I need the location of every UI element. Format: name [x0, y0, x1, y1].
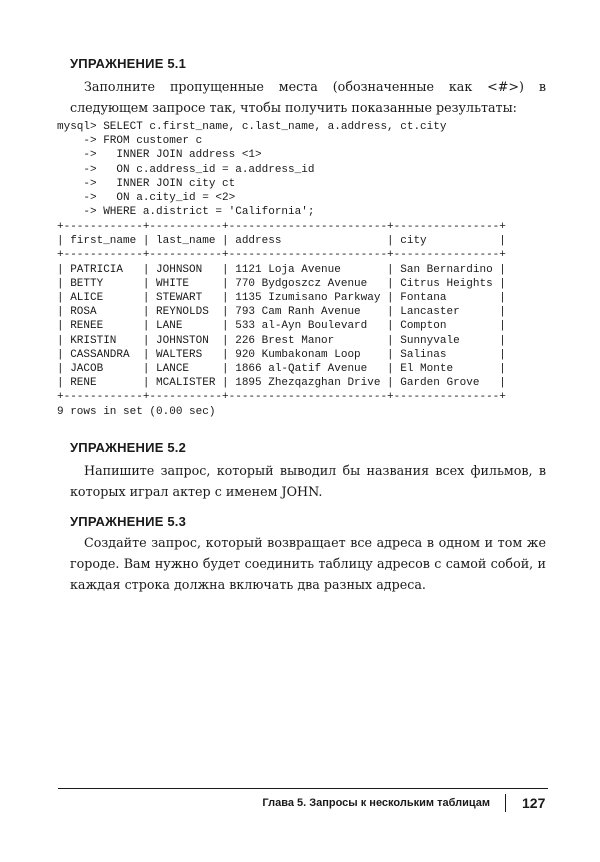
exercise-5-3-text — [70, 532, 546, 595]
table-header: | first_name | last_name | address | city | — [57, 235, 506, 248]
table-row: | KRISTIN | JOHNSTON | 226 Brest Manor | Sunnyvale | — [57, 334, 506, 347]
exercise-5-3-text-content: Создайте запрос, который возвращает все адреса в одном и том же городе. Вам нужно будет соединить таблицу адресов с самой собой, и каждая строка должна включать два разных адреса. — [70, 535, 546, 592]
table-row: | ALICE | STEWART | 1135 Izumisano Parkway | Fontana | — [57, 292, 506, 305]
table-row: | BETTY | WHITE | 770 Bydgoszcz Avenue | Citrus Heights | — [57, 277, 506, 290]
page-number: 127 — [522, 795, 546, 811]
footer-rule — [58, 788, 548, 789]
query-line: -> FROM customer c — [57, 135, 203, 148]
table-row: | PATRICIA | JOHNSON | 1121 Loja Avenue | San Bernardino | — [57, 263, 506, 276]
exercise-5-1-text — [70, 76, 546, 118]
exercise-5-1-heading: УПРАЖНЕНИЕ 5.1 — [70, 56, 187, 71]
table-row: | JACOB | LANCE | 1866 al-Qatif Avenue | El Monte | — [57, 363, 506, 376]
exercise-5-2-text-content: Напишите запрос, который выводил бы названия всех фильмов, в которых играл актер с именем JOHN. — [70, 463, 546, 499]
query-line: -> ON c.address_id = a.address_id — [57, 163, 315, 176]
query-line: -> ON a.city_id = <2> — [57, 192, 236, 205]
sql-query-block — [57, 120, 446, 219]
exercise-5-2-text — [70, 460, 546, 502]
table-row: | ROSA | REYNOLDS | 793 Cam Ranh Avenue | Lancaster | — [57, 306, 506, 319]
table-border: +------------+-----------+------------------------+----------------+ — [57, 249, 506, 262]
table-border: +------------+-----------+------------------------+----------------+ — [57, 221, 506, 233]
table-border: +------------+-----------+------------------------+----------------+ — [57, 391, 506, 404]
query-line: -> INNER JOIN city ct — [57, 177, 236, 190]
result-table — [57, 220, 506, 419]
exercise-5-2-heading: УПРАЖНЕНИЕ 5.2 — [70, 440, 187, 455]
query-line: mysql> SELECT c.first_name, c.last_name, a.address, ct.city — [57, 121, 447, 133]
query-line: -> WHERE a.district = 'California'; — [57, 206, 315, 219]
exercise-5-3-heading: УПРАЖНЕНИЕ 5.3 — [70, 514, 187, 529]
footer-chapter-title: Глава 5. Запросы к нескольким таблицам — [262, 797, 490, 809]
table-row: | CASSANDRA | WALTERS | 920 Kumbakonam Loop | Salinas | — [57, 348, 506, 361]
exercise-5-1-text-content: Заполните пропущенные места (обозначенные как <#>) в следующем запросе так, чтобы получить показанные результаты: — [70, 79, 546, 115]
footer-separator — [505, 794, 506, 812]
table-row: | RENE | MCALISTER | 1895 Zhezqazghan Drive | Garden Grove | — [57, 377, 506, 390]
table-row: | RENEE | LANE | 533 al-Ayn Boulevard | Compton | — [57, 320, 506, 333]
query-line: -> INNER JOIN address <1> — [57, 149, 262, 162]
result-summary: 9 rows in set (0.00 sec) — [57, 405, 216, 418]
